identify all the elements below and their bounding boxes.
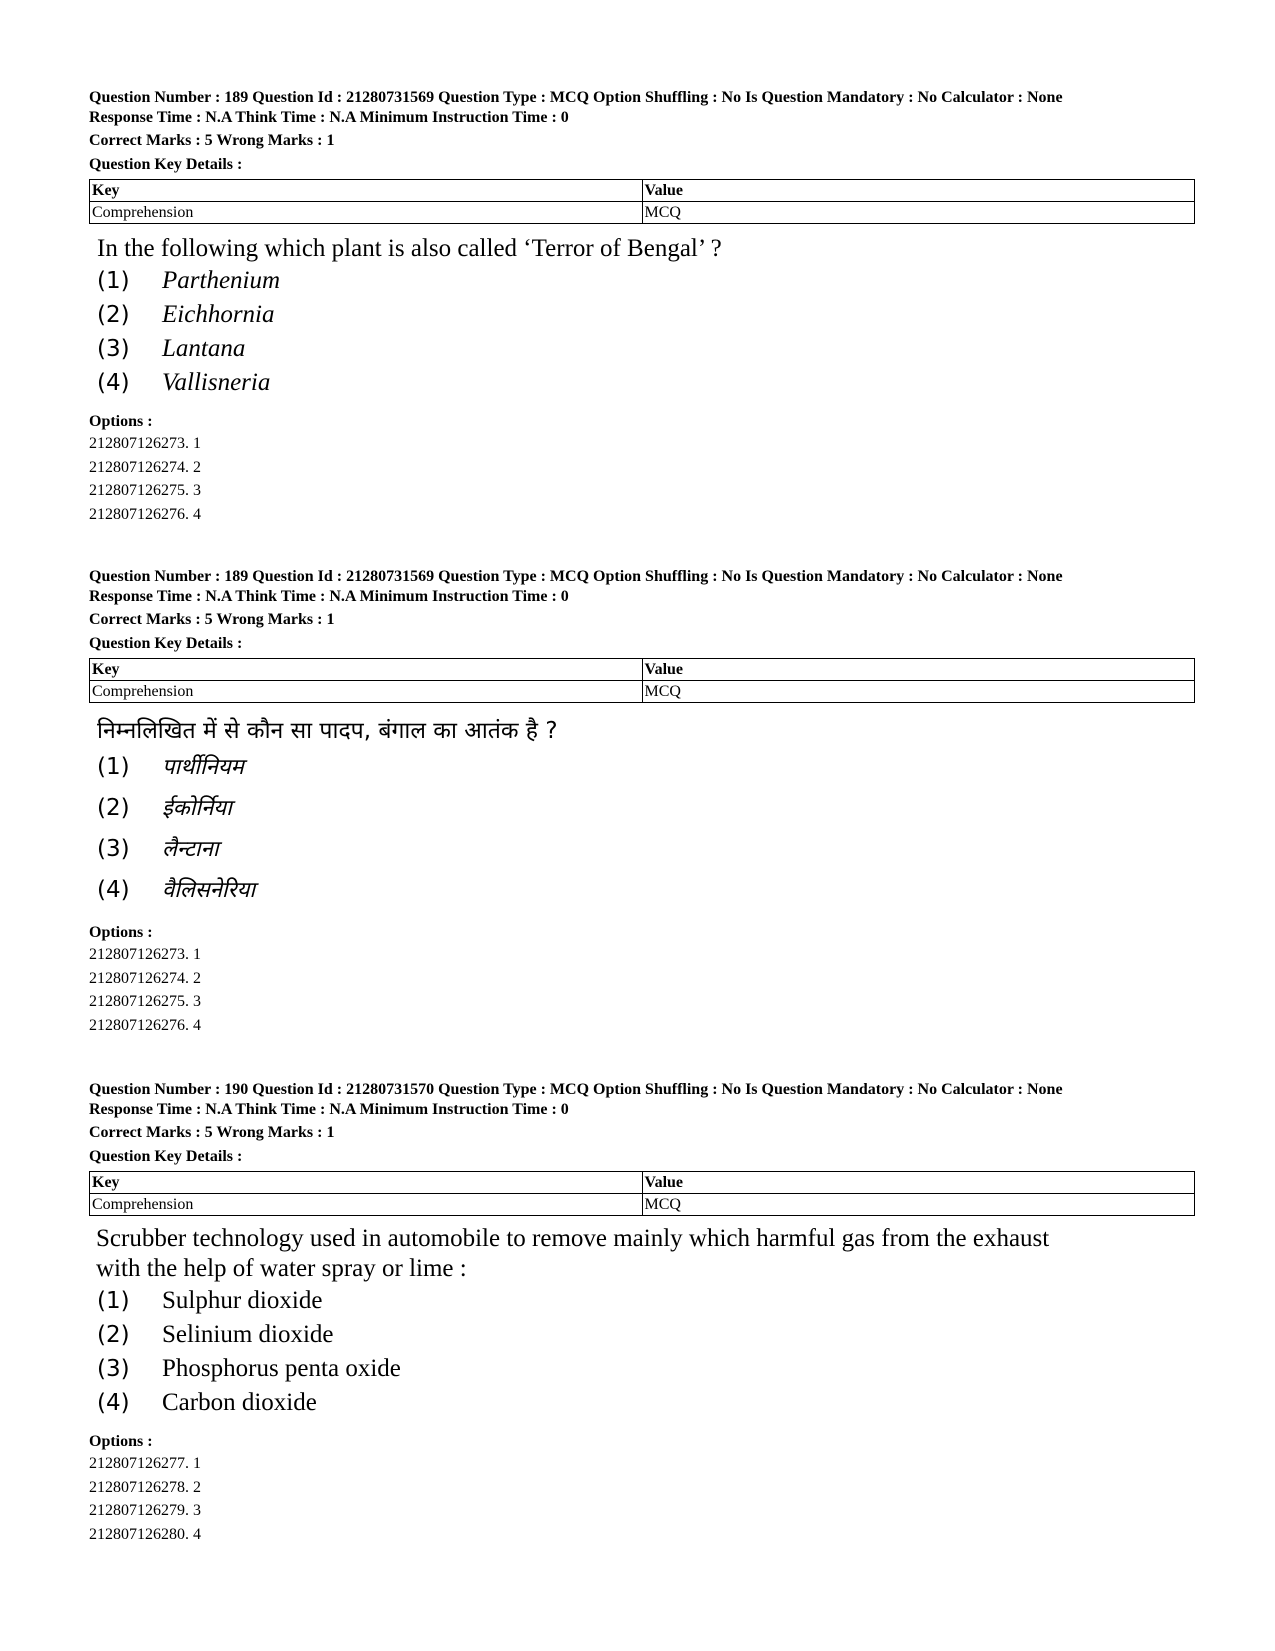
choice-number: (2) [97,1322,130,1348]
marks-line: Correct Marks : 5 Wrong Marks : 1 [89,1124,335,1141]
choice-item [97,298,1189,332]
table-cell-value: MCQ [642,681,1195,703]
choice-number: (3) [97,336,130,362]
question-meta-line1: Question Number : 189 Question Id : 21280731569 Question Type : MCQ Option Shuffling : No Is Question Mandatory : No Calculator : None [89,89,1063,106]
table-cell-value: MCQ [642,202,1195,224]
key-details-label: Question Key Details : [89,635,243,652]
option-id-row: 212807126277. 1 [89,1455,201,1472]
question-stem [96,1224,1189,1284]
options-label: Options : [89,924,153,941]
key-details-table [89,1171,1195,1216]
marks-line: Correct Marks : 5 Wrong Marks : 1 [89,611,335,628]
question-meta-line2: Response Time : N.A Think Time : N.A Minimum Instruction Time : 0 [89,109,569,126]
question-meta-line1: Question Number : 189 Question Id : 21280731569 Question Type : MCQ Option Shuffling : No Is Question Mandatory : No Calculator : None [89,568,1063,585]
choice-number: (1) [97,268,130,294]
table-header-row [90,659,1195,681]
choice-text: Selinium dioxide [162,1321,334,1348]
choice-text: Phosphorus penta oxide [162,1355,401,1382]
key-details-table [89,179,1195,224]
question-meta-line2: Response Time : N.A Think Time : N.A Minimum Instruction Time : 0 [89,1101,569,1118]
question-block-189-en [89,88,1189,526]
question-meta-line1: Question Number : 190 Question Id : 21280731570 Question Type : MCQ Option Shuffling : No Is Question Mandatory : No Calculator : None [89,1081,1063,1098]
options-label: Options : [89,413,153,430]
choice-item [97,870,1189,911]
table-row [90,1194,1195,1216]
key-details-table [89,658,1195,703]
question-meta-line2: Response Time : N.A Think Time : N.A Minimum Instruction Time : 0 [89,588,569,605]
question-stem-line1: Scrubber technology used in automobile to remove mainly which harmful gas from the exhaust [96,1225,1050,1252]
choice-number: (4) [97,877,130,903]
choice-item [97,1386,1189,1420]
question-block-189-hi [89,567,1189,1037]
choice-number: (3) [97,1356,130,1382]
table-cell-key: Comprehension [90,1194,643,1216]
choice-text: Lantana [162,335,246,362]
question-stem-line2: with the help of water spray or lime : [96,1255,467,1282]
question-stem: निम्नलिखित में से कौन सा पादप, बंगाल का आतंक है ? [97,718,558,744]
choice-text: Sulphur dioxide [162,1287,323,1314]
table-head-value: Value [642,1172,1195,1194]
option-id-row: 212807126275. 3 [89,482,201,499]
choice-text: पार्थीनियम [162,755,244,780]
choice-list [97,1284,1189,1420]
choice-item [97,788,1189,829]
choice-text: Eichhornia [162,301,275,328]
table-cell-key: Comprehension [90,202,643,224]
choice-item [97,747,1189,788]
option-id-row: 212807126278. 2 [89,1478,201,1496]
choice-text: वैलिसनेरिया [162,878,256,903]
option-id-row: 212807126280. 4 [89,1525,201,1543]
table-row [90,681,1195,703]
key-details-label: Question Key Details : [89,1148,243,1165]
option-id-row: 212807126276. 4 [89,1016,201,1034]
choice-text: Carbon dioxide [162,1389,317,1416]
option-id-row: 212807126273. 1 [89,435,201,452]
option-id-row: 212807126276. 4 [89,505,201,523]
table-head-value: Value [642,659,1195,681]
choice-number: (4) [97,370,130,396]
option-id-row: 212807126275. 3 [89,993,201,1010]
choice-list [97,264,1189,400]
options-label: Options : [89,1433,153,1450]
question-block-190-en [89,1080,1189,1546]
option-id-row: 212807126279. 3 [89,1502,201,1519]
choice-number: (4) [97,1390,130,1416]
choice-text: Vallisneria [162,369,271,396]
choice-text: लैन्टाना [162,837,219,862]
choice-number: (3) [97,836,130,862]
table-head-value: Value [642,180,1195,202]
table-cell-key: Comprehension [90,681,643,703]
question-stem: In the following which plant is also called ‘Terror of Bengal’ ? [97,235,722,262]
key-details-label: Question Key Details : [89,156,243,173]
option-id-row: 212807126273. 1 [89,946,201,963]
choice-item [97,264,1189,298]
choice-text: ईकोर्निया [162,796,232,821]
choice-list [97,747,1189,911]
choice-number: (2) [97,795,130,821]
table-header-row [90,180,1195,202]
table-head-key: Key [90,659,643,681]
choice-item [97,366,1189,400]
choice-item [97,1284,1189,1318]
table-cell-value: MCQ [642,1194,1195,1216]
choice-item [97,1318,1189,1352]
choice-text: Parthenium [162,267,281,294]
table-header-row [90,1172,1195,1194]
choice-number: (1) [97,754,130,780]
marks-line: Correct Marks : 5 Wrong Marks : 1 [89,132,335,149]
option-id-row: 212807126274. 2 [89,458,201,476]
choice-item [97,829,1189,870]
option-id-row: 212807126274. 2 [89,969,201,987]
choice-item [97,332,1189,366]
table-row [90,202,1195,224]
table-head-key: Key [90,180,643,202]
table-head-key: Key [90,1172,643,1194]
choice-item [97,1352,1189,1386]
choice-number: (1) [97,1288,130,1314]
choice-number: (2) [97,302,130,328]
